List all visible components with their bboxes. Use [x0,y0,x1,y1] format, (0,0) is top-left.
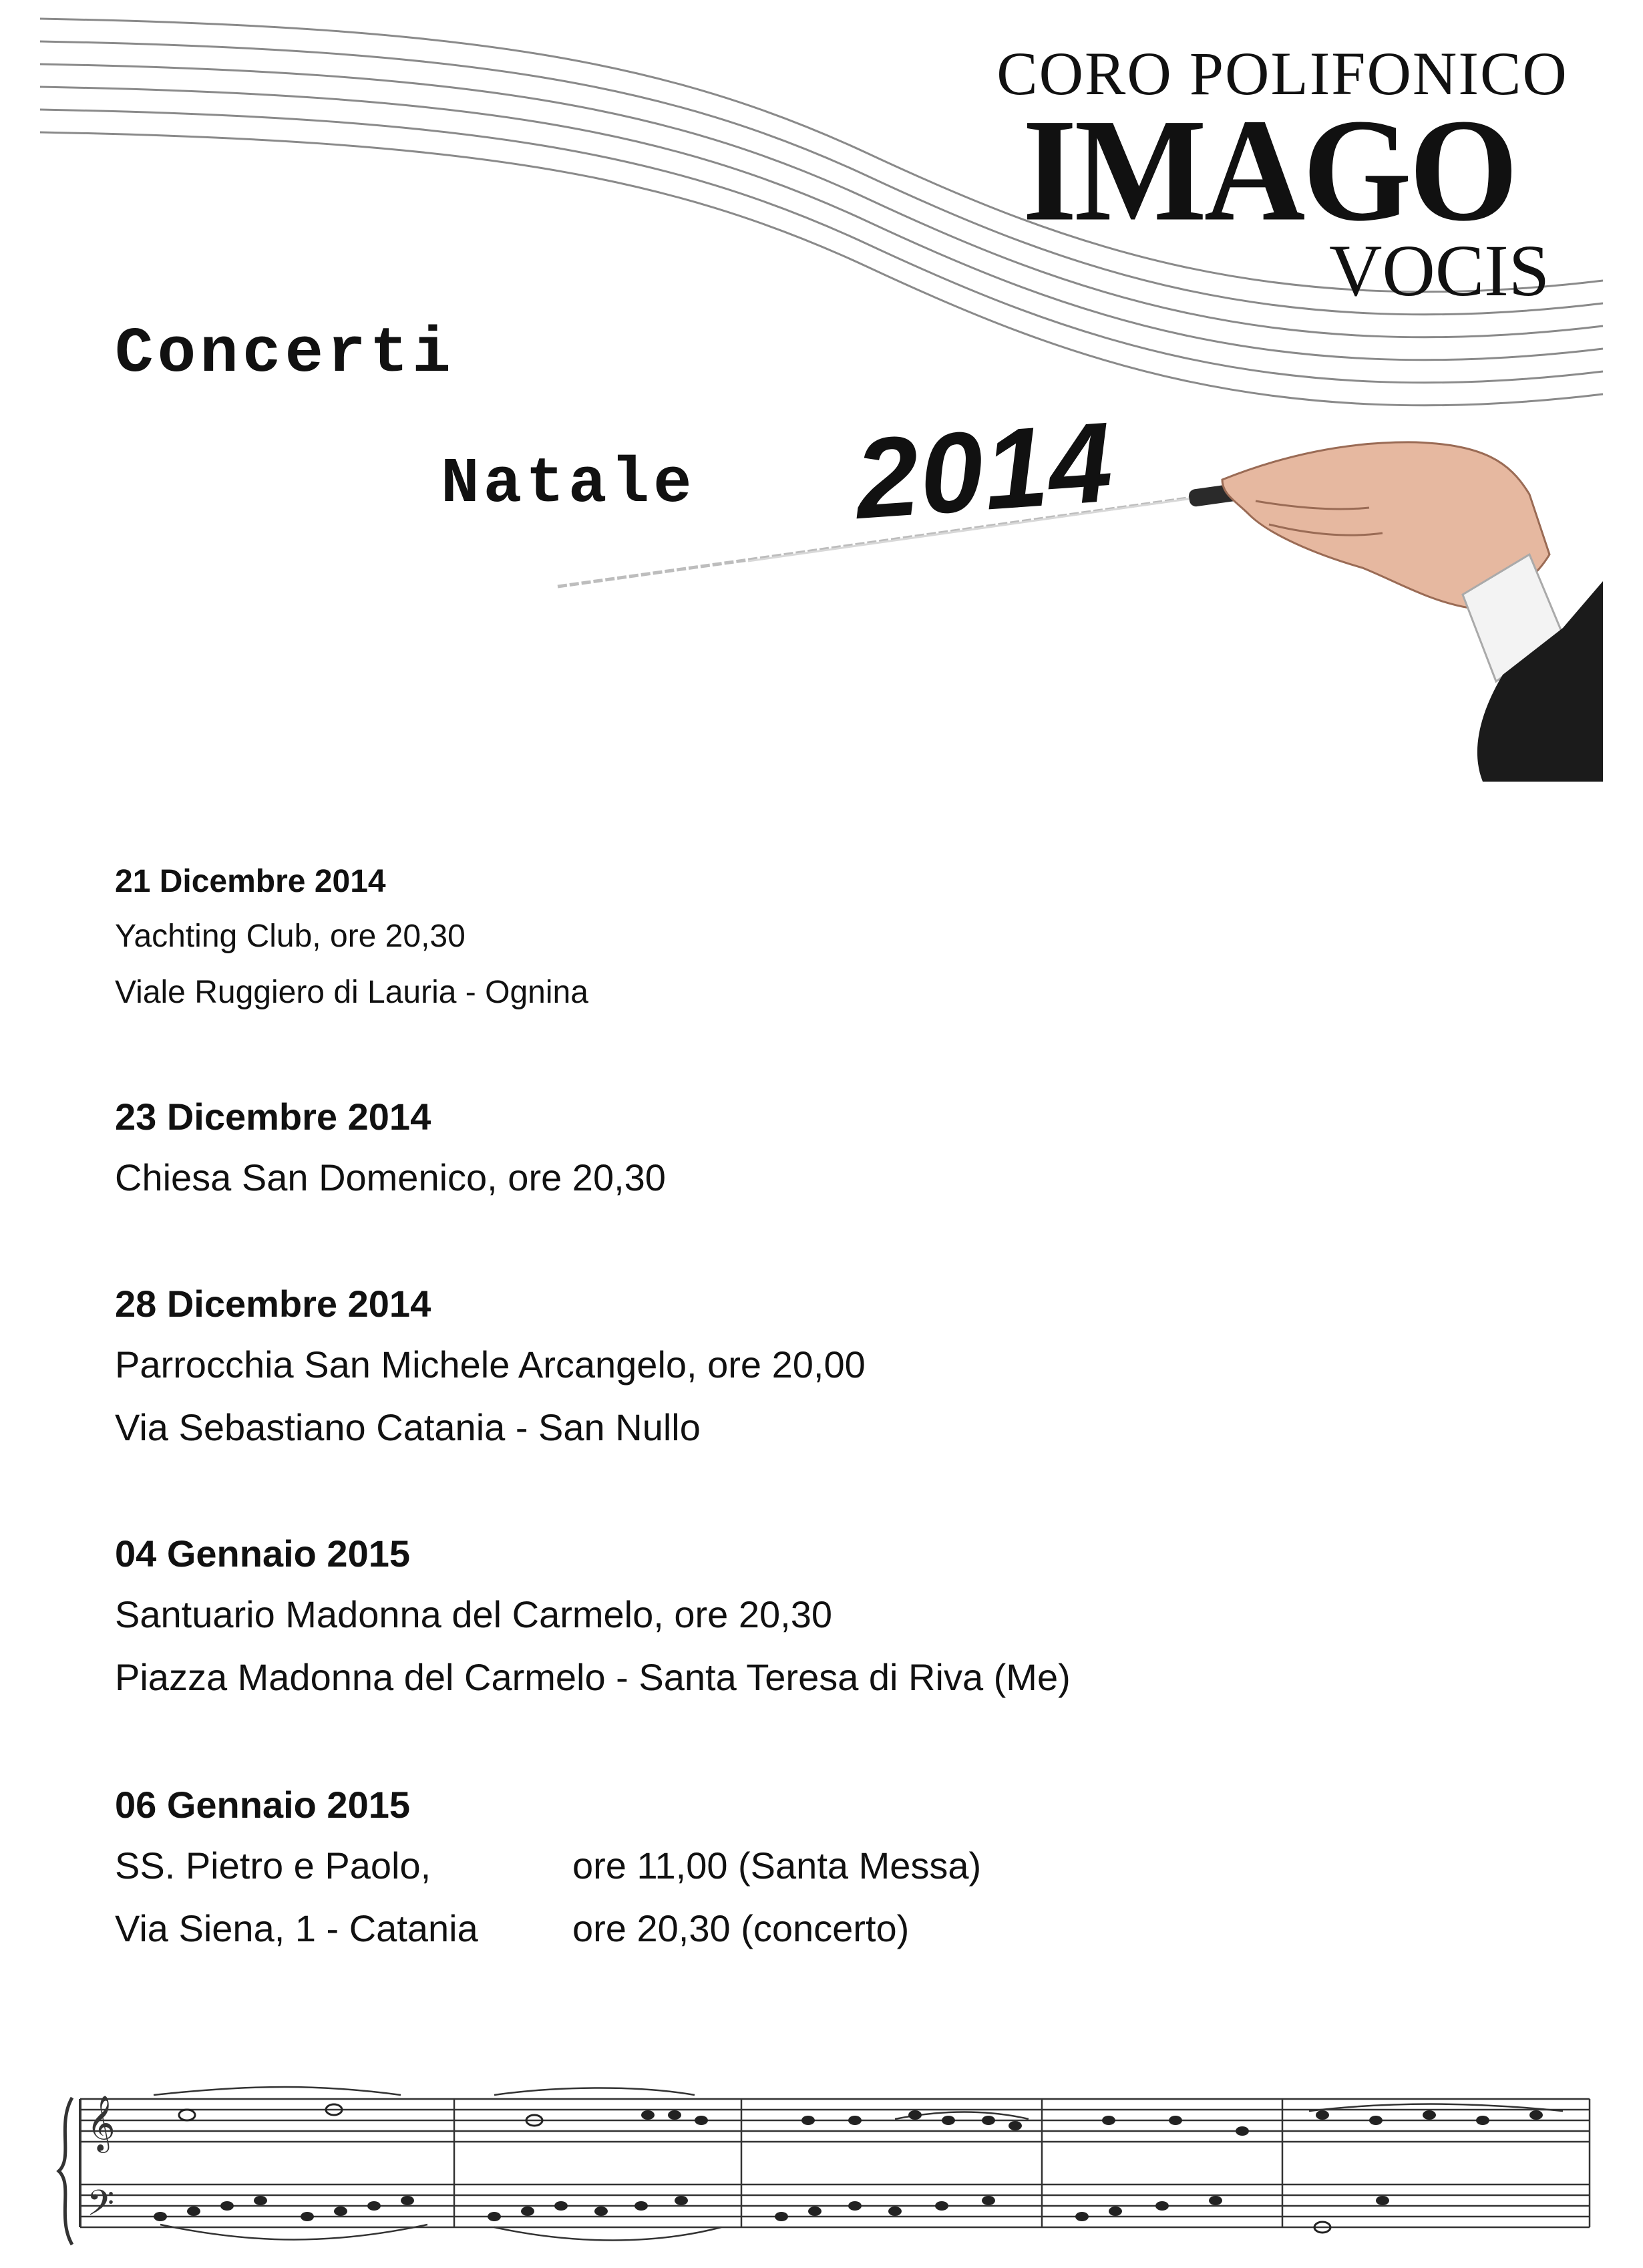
event-date: 23 Dicembre 2014 [115,1096,431,1138]
event-address: Via Siena, 1 - Catania [115,1907,478,1949]
event-row [115,1897,981,1960]
concert-event [115,1524,1071,1709]
title-concerti: Concerti [115,317,455,390]
event-venue: Parrocchia San Michele Arcangelo, ore 20,00 [115,1343,866,1386]
concert-event [115,855,588,1021]
logo-line-imago: IMAGO [1022,89,1516,252]
logo-line-vocis: VOCIS [1328,230,1549,311]
concert-event [115,1275,866,1459]
event-venue: Chiesa San Domenico, ore 20,30 [115,1156,666,1198]
event-time: ore 11,00 (Santa Messa) [572,1844,982,1887]
concert-event [115,1088,666,1209]
event-date: 28 Dicembre 2014 [115,1283,431,1325]
svg-text:𝄢: 𝄢 [87,2183,115,2233]
event-address: Piazza Madonna del Carmelo - Santa Teresa di Riva (Me) [115,1656,1071,1698]
sheet-music-image [53,2084,1603,2258]
event-venue: Santuario Madonna del Carmelo, ore 20,30 [115,1593,833,1635]
event-time: ore 20,30 (concerto) [572,1907,910,1949]
logo-line-coro-polifonico: CORO POLIFONICO [996,39,1568,108]
brace [59,2098,72,2245]
event-date: 04 Gennaio 2015 [115,1532,411,1575]
event-address: Viale Ruggiero di Lauria - Ognina [115,975,588,1010]
event-address: Via Sebastiano Catania - San Nullo [115,1406,701,1448]
svg-text:𝄞: 𝄞 [87,2094,116,2150]
concert-event [115,1776,981,1960]
choir-logo [922,39,1590,311]
event-venue: Yachting Club, ore 20,30 [115,919,466,954]
event-date: 06 Gennaio 2015 [115,1784,411,1826]
event-venue: SS. Pietro e Paolo, [115,1844,431,1887]
title-year: 2014 [851,398,1118,544]
title-natale: Natale [441,448,696,520]
event-date: 21 Dicembre 2014 [115,864,386,899]
event-row [115,1834,981,1897]
